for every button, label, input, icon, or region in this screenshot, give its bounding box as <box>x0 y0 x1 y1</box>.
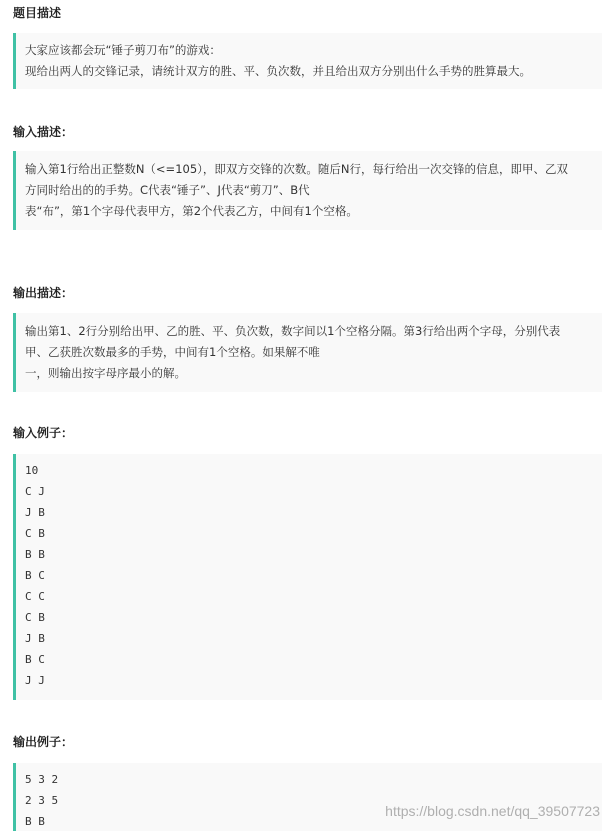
input-example-heading: 输入例子： <box>13 426 74 440</box>
input-example-block <box>13 454 602 700</box>
description-line: 大家应该都会玩“锤子剪刀布”的游戏： <box>25 43 221 57</box>
code-line: B B <box>25 548 45 561</box>
output-example-block <box>13 763 602 831</box>
code-line: B C <box>25 653 45 666</box>
code-line: C C <box>25 590 45 603</box>
input-desc-line: 表“布”，第1个字母代表甲方，第2个代表乙方，中间有1个空格。 <box>25 204 358 218</box>
code-line: C B <box>25 611 45 624</box>
description-line: 现给出两人的交锋记录，请统计双方的胜、平、负次数，并且给出双方分别出什么手势的胜算最大。 <box>25 64 531 78</box>
code-line: J B <box>25 632 45 645</box>
code-line: J B <box>25 506 45 519</box>
output-desc-heading: 输出描述： <box>13 286 74 300</box>
code-line: B C <box>25 569 45 582</box>
code-line: C B <box>25 527 45 540</box>
output-desc-block <box>13 313 602 392</box>
input-desc-line: 方同时给出的的手势。C代表“锤子”、J代表“剪刀”、B代 <box>25 183 310 197</box>
input-desc-block <box>13 151 602 230</box>
output-desc-line: 甲、乙获胜次数最多的手势，中间有1个空格。如果解不唯 <box>25 345 320 359</box>
description-heading: 题目描述 <box>13 6 62 20</box>
code-line: 2 3 5 <box>25 794 59 807</box>
output-desc-line: 一，则输出按字母序最小的解。 <box>25 366 186 380</box>
output-example-heading: 输出例子： <box>13 735 74 749</box>
input-desc-line: 输入第1行给出正整数N（<=105），即双方交锋的次数。随后N行，每行给出一次交锋的信息，即甲、乙双 <box>25 162 568 176</box>
description-block <box>13 33 602 89</box>
code-line: 5 3 2 <box>25 773 59 786</box>
watermark: https://blog.csdn.net/qq_39507723 <box>385 803 600 819</box>
code-line: 10 <box>25 464 39 477</box>
code-line: B B <box>25 815 45 828</box>
code-line: C J <box>25 485 45 498</box>
code-line: J J <box>25 674 45 687</box>
input-desc-heading: 输入描述： <box>13 125 74 139</box>
output-desc-line: 输出第1、2行分别给出甲、乙的胜、平、负次数，数字间以1个空格分隔。第3行给出两个字母，分别代表 <box>25 324 561 338</box>
